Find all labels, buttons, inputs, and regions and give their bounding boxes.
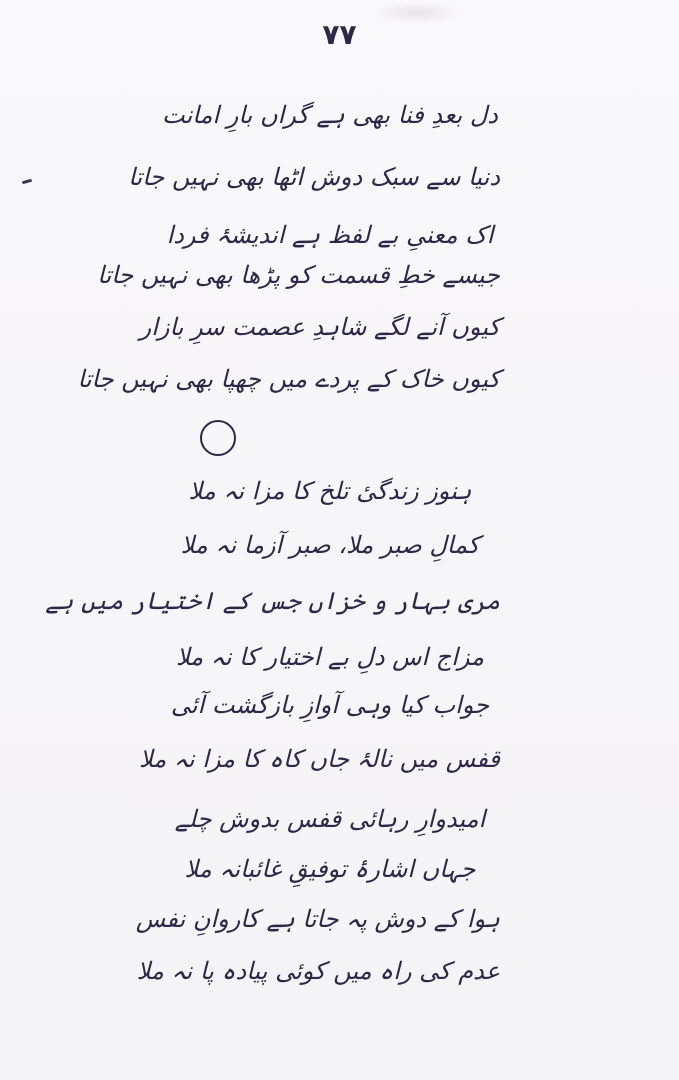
ghazal-2-line-3: مری بہار و خزاں جس کے اختیار میں ہے	[45, 587, 500, 615]
ghazal-2-line-4: مزاج اس دلِ بے اختیار کا نہ ملا	[175, 643, 485, 671]
ghazal-2-line-10: عدم کی راہ میں کوئی پیادہ پا نہ ملا	[136, 957, 500, 985]
ghazal-1-line-5: کیوں آنے لگے شاہدِ عصمت سرِ بازار	[139, 313, 500, 341]
ink-mark	[22, 179, 32, 184]
ghazal-2-line-5: جواب کیا وہی آوازِ بازگشت آئی	[170, 691, 490, 719]
ghazal-1-line-1: دل بعدِ فنا بھی ہے گراں بارِ امانت	[162, 101, 498, 129]
ghazal-2-line-2: کمالِ صبر ملا، صبر آزما نہ ملا	[180, 531, 480, 559]
ghazal-1-line-4: جیسے خطِ قسمت کو پڑھا بھی نہیں جاتا	[97, 261, 500, 289]
ghazal-2-line-9: ہوا کے دوش پہ جاتا ہے کاروانِ نفس	[135, 905, 500, 933]
ghazal-2-line-1: ہنوز زندگیٔ تلخ کا مزا نہ ملا	[188, 477, 472, 505]
section-divider-circle	[200, 420, 236, 456]
ghazal-1-line-6: کیوں خاک کے پردے میں چھپا بھی نہیں جاتا	[77, 365, 500, 393]
ghazal-2-line-7: امیدوارِ رہائی قفس بدوش چلے	[174, 805, 486, 833]
ghazal-2-line-8: جہاں اشارۂ توفیقِ غائبانہ ملا	[184, 855, 476, 883]
page-number: ۷۷	[322, 18, 357, 51]
ghazal-2-line-6: قفس میں نالۂ جاں کاہ کا مزا نہ ملا	[139, 745, 500, 773]
ghazal-1-line-2: دنیا سے سبک دوش اٹھا بھی نہیں جاتا	[128, 163, 500, 191]
ghazal-1-line-3: اک معنیِ بے لفظ ہے اندیشۂ فردا	[166, 221, 494, 249]
